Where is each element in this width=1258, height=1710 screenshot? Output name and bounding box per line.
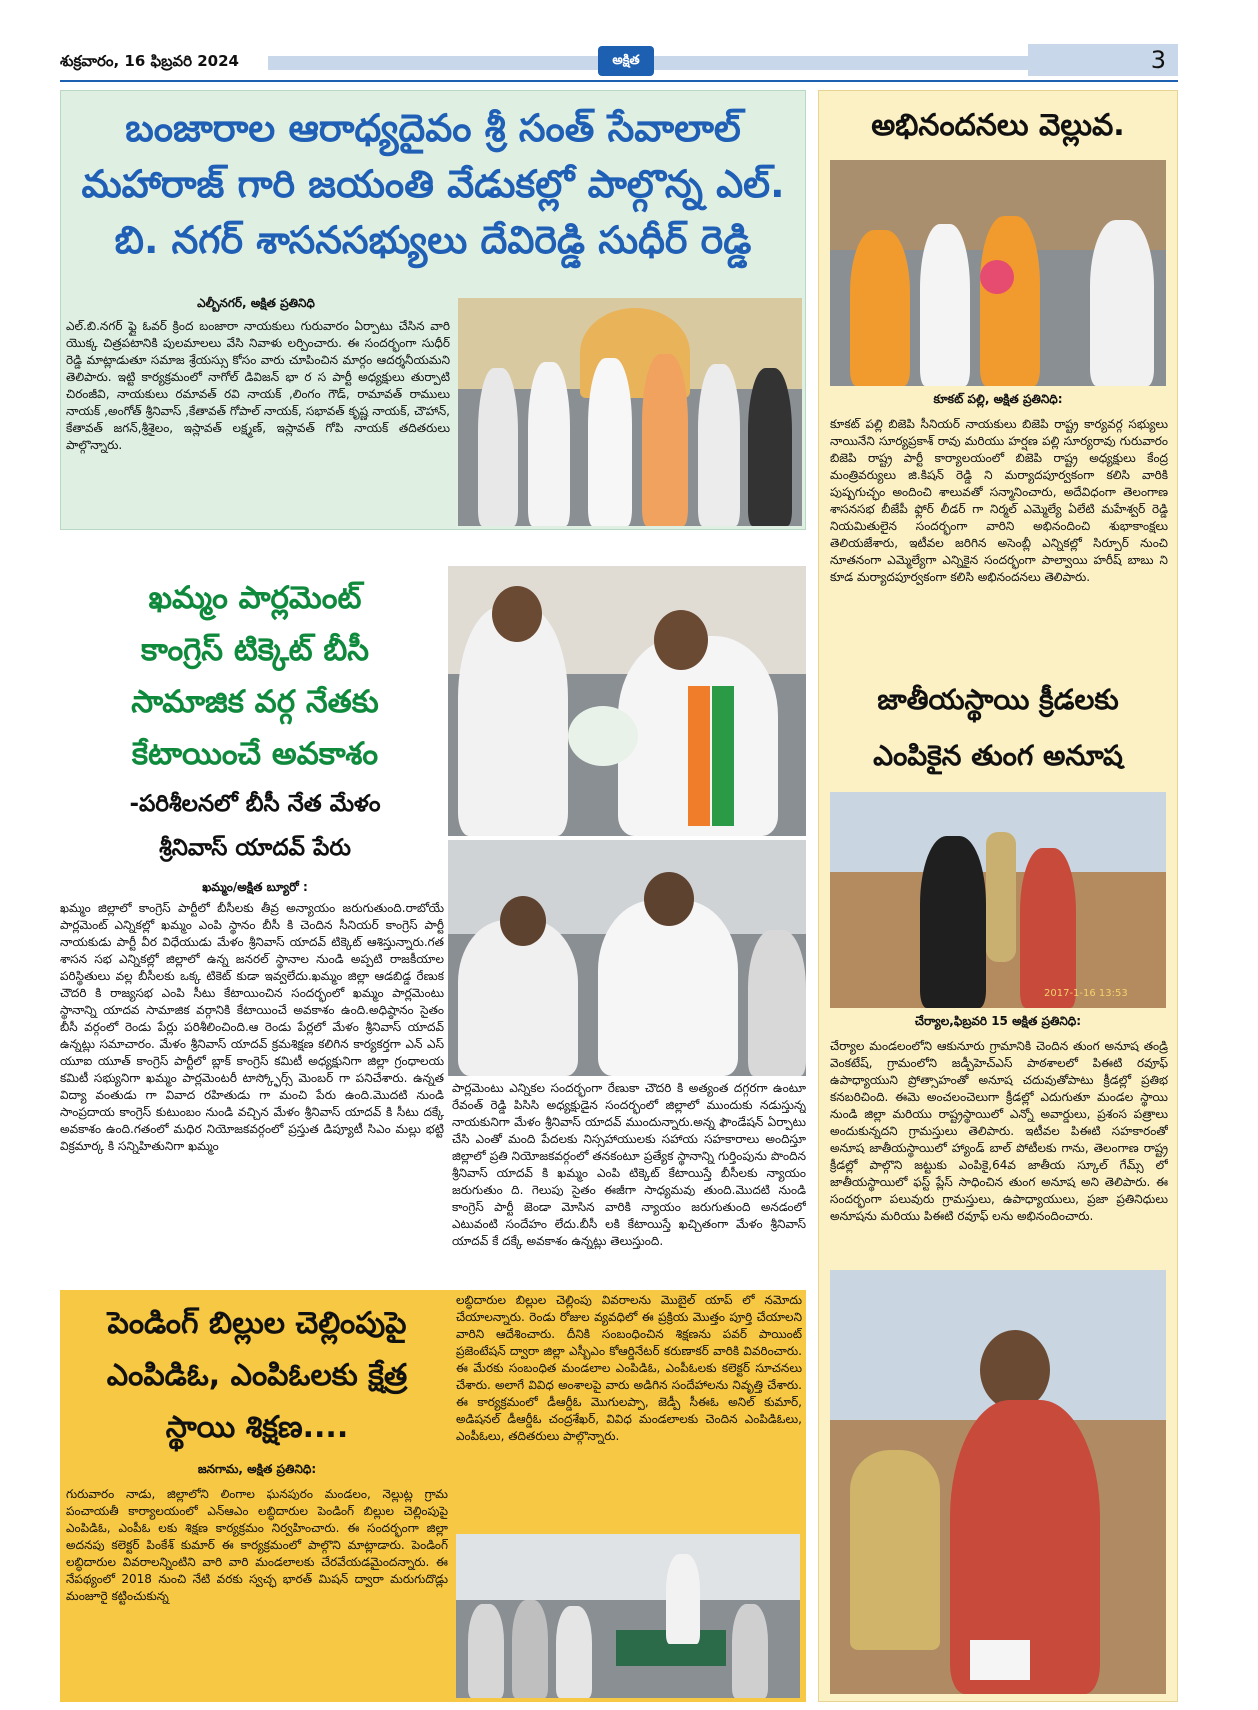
story1-headline-line: మహారాజ్ గారి జయంతి వేడుకల్లో పాల్గొన్న ఎల్. <box>81 162 785 206</box>
story3-body-right: లబ్ధిదారుల బిల్లుల చెల్లింపు వివరాలను మొబైల్ యాప్ లో నమోదు చేయాలన్నారు. రెండు రోజుల వ్యవధిలో ఈ ప్రక్రియ మొత్తం పూర్తి చేయాలని వారిని ఆదేశించారు. దీనికి సంబంధించిన శిక్షణను పవర్ పాయింట్ ప్రజెంటేషన్ ద్వారా జిల్లా ఎస్బీఎం కోఆర్డినేటర్ కరుణాకర్ వారికి వివరించారు. ఈ మేరకు సంబంధిత మండలాల ఎంపిడిఓ, ఎంపీఓలకు కలెక్టర్ సూచనలు చేశారు. అలాగే వివిధ అంశాలపై వారు అడిగిన సందేహాలను నివృత్తి చేశారు. ఈ కార్యక్రమంలో డీఆర్డీఓ మొగులప్పా, జెడ్పీ సీఈఓ అనిల్ కుమార్, అడిషనల్ డీఆర్డీఓ చంద్రశేఖర్, వివిధ మండలాలకు చెందిన ఎంపిడిఓలు, ఎంపీఓలు, తదితరులు పాల్గొన్నారు. <box>456 1293 802 1443</box>
masthead-logo: అక్షిత <box>598 46 654 76</box>
story1-headline-line: బంజారాల ఆరాధ్యదైవం శ్రీ సంత్ సేవాలాల్ <box>125 106 741 150</box>
story2-headline-line: కాంగ్రెస్ టిక్కెట్ బీసీ <box>140 632 370 668</box>
issue-date: శుక్రవారం, 16 ఫిబ్రవరి 2024 <box>60 52 239 70</box>
story1-body: ఎల్.బి.నగర్ ఫ్లై ఓవర్ క్రింద బంజారా నాయకులు గురువారం ఏర్పాటు చేసిన వారి యొక్క చిత్రపటానికి పులమాలలు వేసి నివాళు లర్పించారు. ఈ సందర్భంగా సుధీర్ రెడ్డి మాట్లాడుతూ సమాజ శ్రేయస్సు కోసం వారు చూపించిన మార్గం ఆదర్శనీయమని తెలిపారు. ఇట్టి కార్యక్రమంలో నాగోల్ డివిజన్ భా ర స పార్టీ అధ్యక్షులు తుర్పాటి చిరంజీవి, నాయకులు రమావత్ రవి నాయక్ ,లింగం గౌడ్, రామావత్ రాములు నాయక్ ,అంగోత్ శ్రీనివాస్ ,కేతావత్ గోపాల్ నాయక్, సభావత్ కృష్ణ నాయక్, చౌహాన్, కేతావత్ జగన్,శ్రీశైలం, ఇస్లావత్ లక్ష్మణ్, ఇస్లావత్ గోపి నాయక్ తదితరులు పాల్గొన్నారు. <box>66 319 450 452</box>
story2-dateline: ఖమ్మం/అక్షిత బ్యూరో : <box>202 880 308 894</box>
story4-body: కూకట్ పల్లి బిజెపి సీనియర్ నాయకులు బిజెపి రాష్ట్ర కార్యవర్గ సభ్యులు నాయినేని సూర్యప్రకాశ్ రావు మరియు హర్షణ పల్లి సూర్యరావు గురువారం బిజెపి రాష్ట్ర పార్టీ కార్యాలయంలో బిజెపి రాష్ట్ర అధ్యక్షులు కేంద్ర మంత్రివర్యులు జి.కిషన్ రెడ్డి ని మర్యాదపూర్వకంగా కలిసి వారికి పుష్పగుచ్ఛం అందించి శాలువతో సన్మానించారు, అదేవిధంగా తెలంగాణ శాసనసభ బీజేపీ ఫ్లోర్ లీడర్ గా నిర్మల్ ఎమ్మెల్యే ఏలేటి మహేశ్వర్ రెడ్డి నియమితులైన సందర్భంగా వారిని అభినందించి శుభాకాంక్షలు తెలియజేశారు, ఇటీవల జరిగిన అసెంబ్లీ ఎన్నికల్లో సిర్పూర్ నుంచి నూతనంగా ఎమ్మెల్యేగా ఎన్నికైన సందర్భంగా పాల్వాయి హరీష్ బాబు ని కూడ మర్యాదపూర్వకంగా కలిసి అభినందనలు తెలిపారు. <box>830 417 1168 584</box>
story3-headline-line: స్థాయి శిక్షణ.... <box>165 1410 349 1445</box>
header-rule <box>60 80 1178 82</box>
story1-headline <box>70 100 796 268</box>
story2-subhead <box>60 782 450 870</box>
story5-headline-line: జాతీయస్థాయి క్రీడలకు <box>877 683 1119 716</box>
story3-dateline: జనగామ, అక్షిత ప్రతినిధి: <box>197 1462 317 1476</box>
story2-headline-line: ఖమ్మం పార్లమెంట్ <box>148 580 362 616</box>
story2-body-col2: పార్లమెంటు ఎన్నికల సందర్భంగా రేణుకా చౌదరి కి అత్యంత దగ్గరగా ఉంటూ రేవంత్ రెడ్డి పిసిసి అధ్యక్షుడైన సందర్భంలో జిల్లాలో ముందుకు నడుస్తున్న నాయకునిగా మేళం శ్రీనివాస్ యాదవ్ ముందున్నారు.అన్న ఫౌండేషన్ ఏర్పాటు చేసి ఎంతో మంది పేదలకు నిస్సహాయులకు సహాయ సహకారాలు అందిస్తూ జిల్లాలో ప్రతి నియోజకవర్గంలో తనకంటూ ప్రత్యేక స్థానాన్ని గుర్తింపును పొందిన శ్రీనివాస్ యాదవ్ కి ఖమ్మం ఎంపి టిక్కెట్ కేటాయిస్తే బీసీలకు న్యాయం జరుగుతుం ది. గెలుపు సైతం ఈజీగా సాధ్యమవు తుంది.మొదటి నుండి కాంగ్రెస్ పార్టీ జెండా మోసిన వారికి న్యాయం జరుగుతుంది అనడంలో ఎటువంటి సందేహం లేదు.బీసీ లకి కేటాయిస్తే ఖచ్చితంగా మేళం శ్రీనివాస్ యాదవ్ కే దక్కే అవకాశం ఉన్నట్లు తెలుస్తుంది. <box>452 1081 806 1248</box>
story2-headline-line: కేటాయించే అవకాశం <box>131 736 379 772</box>
story2-body-col1: ఖమ్మం జిల్లాలో కాంగ్రెస్ పార్టీలో బీసీలకు తీవ్ర అన్యాయం జరుగుతుంది.రాబోయే పార్లమెంట్ ఎన్నికల్లో ఖమ్మం ఎంపి స్థానం బీసీ కి చెందిన సీనియర్ కాంగ్రెస్ పార్టీ నాయకుడు పార్టీ వీర విధేయుడు మేళం శ్రీనివాస్ యాదవ్ టిక్కెట్ ఆశిస్తున్నారు.గత శాసన సభ ఎన్నికల్లో జిల్లాలో ఉన్న జనరల్ స్థానాల నుండి అప్పటి రాజకీయాల పరిస్థితులు వల్ల బీసీలకు ఒక్క టికెట్ కుడా ఇవ్వలేదు.ఖమ్మం జిల్లా ఆడబిడ్డ రేణుక చౌదరి కి రాజ్యసభ ఎంపి సీటు కేటాయించిన సందర్భంలో ఖమ్మం పార్లమెంటు స్థానాన్ని యాదవ సామాజిక వర్గానికి కేటాయించే అవకాశం ఉంది.అధిష్ఠానం సైతం బీసీ వర్గంలో రెండు పేర్లు పరిశీలించింది.ఆ రెండు పేర్లలో మేళం శ్రీనివాస్ యాదవ్ ఉన్నట్లు సమాచారం. మేళం శ్రీనివాస్ యాదవ్ క్రమశిక్షణ కలిగిన కార్యకర్తగా ఎన్ ఎస్ యూఐ యూత్ కాంగ్రెస్ పార్టీలో బ్లాక్ కాంగ్రెస్ కమిటీ అధ్యక్షునిగా జిల్లా గ్రంధాలయ కమిటీ సభ్యునిగా ఖమ్మం పార్లమెంటరీ టాస్క్ఫోర్స్ మెంబర్ గా పనిచేశారు. ఉన్నత విద్యా వంతుడు గా వివాద రహితుడు గా మంచి పేరు ఉంది.మొదటి నుండి సాంప్రదాయ కాంగ్రెస్ కుటుంబం నుండి వచ్చిన మేళం శ్రీనివాస్ యాదవ్ కి సీటు దక్కే అవకాశం ఉంది.గతంలో మధిర నియోజకవర్గంలో ప్రస్తుత డిప్యూటీ సిఎం మల్లు భట్టి విక్రమార్క కి సన్నిహితునిగా ఖమ్మం <box>60 901 444 1153</box>
story3-headline <box>64 1298 450 1454</box>
story4-dateline: కూకట్ పల్లి, అక్షిత ప్రతినిధి: <box>933 392 1063 406</box>
story5-headline <box>822 672 1174 784</box>
story1-headline-line: బి. నగర్ శాసనసభ్యులు దేవిరెడ్డి సుధీర్ రెడ్డి <box>114 218 752 262</box>
story1-dateline: ఎల్బీనగర్, అక్షిత ప్రతినిధి <box>197 296 315 310</box>
story4-photo <box>830 160 1166 386</box>
story5-dateline: చేర్యాల,ఫిబ్రవరి 15 అక్షిత ప్రతినిధి: <box>914 1014 1082 1028</box>
story4-headline: అభినందనలు వెల్లువ. <box>871 108 1125 143</box>
story5-body: చేర్యాల మండలంలోని ఆకునూరు గ్రామానికి చెందిన తుంగ అనూష తండ్రి వెంకటేష్, గ్రామంలోని జడ్పీహెచ్ఎస్ పాఠశాలలో పిఈటి రవూఫ్ ఉపాధ్యాయుని ప్రోత్సాహంతో అనూష చదువుతోపాటు క్రీడల్లో ప్రతిభ కనబరిచింది. ఈమె అంచలంచెలుగా క్రీడల్లో ఎదుగుతూ మండల స్థాయి నుండి జిల్లా మరియు రాష్ట్రస్థాయిలో ఎన్నో అవార్డులు, ప్రశంస పత్రాలు అందుకున్నదని గ్రామస్తులు తెలిపారు. ఇటీవల పిఈటి సహకారంతో అనూష జాతీయస్థాయిలో హ్యాండ్ బాల్ పోటీలకు గాను, తెలంగాణ రాష్ట్ర క్రీడల్లో పాల్గొని జట్టుకు ఎంపికై,64వ జాతీయ స్కూల్ గేమ్స్ లో జాతీయస్థాయిలో ఫస్ట్ ప్లేస్ సాధించిన తుంగ అనూష అని తెలిపారు. ఈ సందర్భంగా పలువురు గ్రామస్తులు, ఉపాధ్యాయులు, ప్రజా ప్రతినిధులు అనూషను మరియు పిఈటి రవూఫ్ లను అభినందించారు. <box>830 1039 1168 1223</box>
story3-photo <box>456 1534 800 1698</box>
story2-photo-2 <box>448 840 806 1076</box>
story2-subhead-line: -పరిశీలనలో బీసీ నేత మేళం <box>129 791 381 817</box>
story2-subhead-line: శ్రీనివాస్ యాదవ్ పేరు <box>159 835 351 861</box>
story2-headline <box>60 572 450 780</box>
story1-photo <box>458 298 802 526</box>
story3-body-left: గురువారం నాడు, జిల్లాలోని లింగాల ఘనపురం మండలం, నెల్లుట్ల గ్రామ పంచాయతీ కార్యాలయంలో ఎన్ఆఎం లబ్ధిదారుల పెండింగ్ బిల్లుల చెల్లింపుపై ఎంపిడిఓ, ఎంపీఓ లకు శిక్షణ కార్యక్రమం నిర్వహించారు. ఈ సందర్భంగా జిల్లా అదనపు కలెక్టర్ పింకేశ్ కుమార్ ఈ కార్యక్రమంలో పాల్గొని మాట్లాడారు. పెండింగ్ లబ్ధిదారుల వివరాలన్నింటిని వారి వారి మండలాలకు చేరవేయడమైందన్నారు. ఈ నేపథ్యంలో 2018 నుంచి నేటి వరకు స్వచ్ఛ భారత్ మిషన్ ద్వారా మరుగుదొడ్లు మంజూరై కట్టించుకున్న <box>66 1487 448 1603</box>
story2-headline-line: సామాజిక వర్గ నేతకు <box>131 684 379 720</box>
page-number: 3 <box>1028 44 1178 76</box>
story2-photo-1 <box>448 566 806 836</box>
story3-headline-line: ఎంపిడిఓ, ఎంపిఓలకు క్షేత్ర <box>106 1358 408 1393</box>
story5-photo-2 <box>830 1270 1166 1694</box>
story5-photo-1 <box>830 792 1166 1008</box>
story5-headline-line: ఎంపికైన తుంగ అనూష <box>873 739 1123 772</box>
story3-headline-line: పెండింగ్ బిల్లుల చెల్లింపుపై <box>107 1306 407 1341</box>
photo-timestamp: 2017-1-16 13:53 <box>1044 988 1128 999</box>
